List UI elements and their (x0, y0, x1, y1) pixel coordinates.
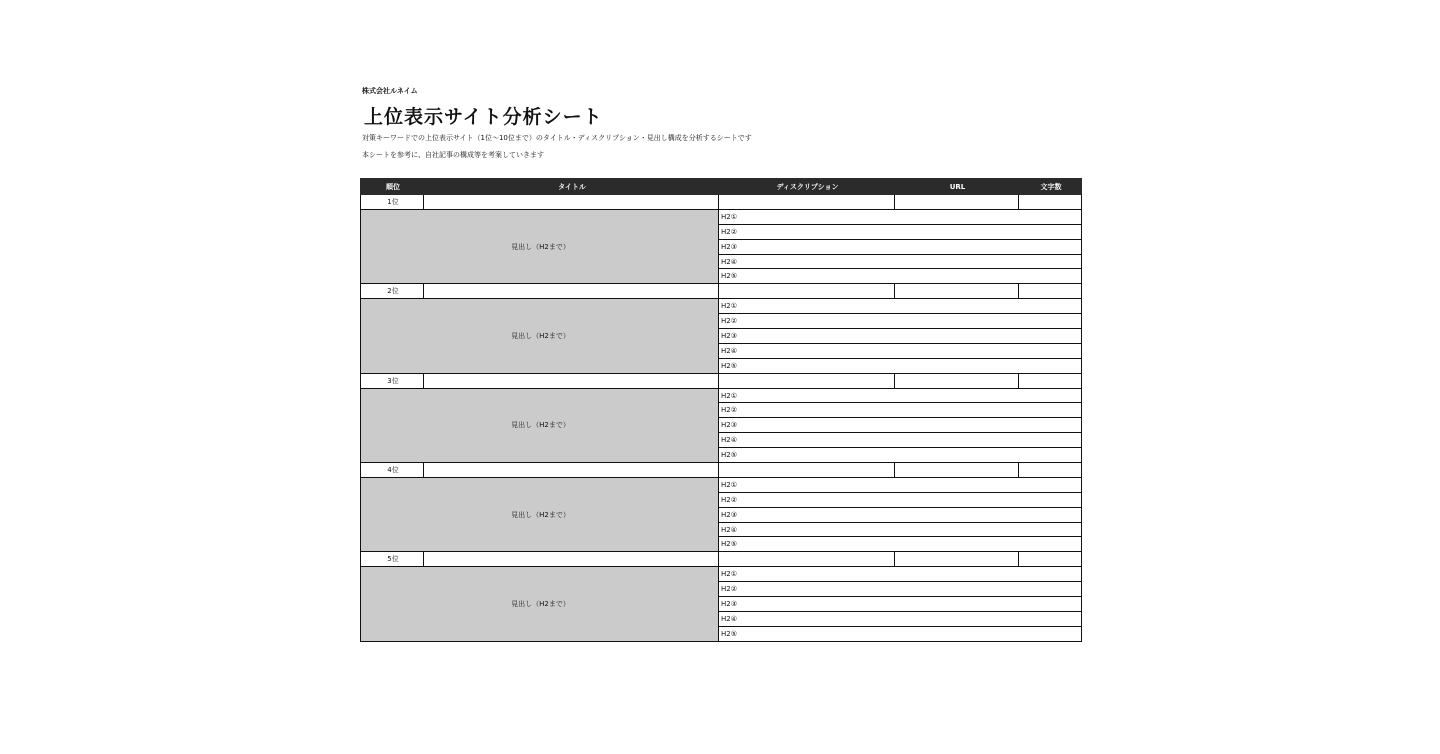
title-input-cell[interactable] (424, 195, 719, 210)
h2-input-cell[interactable]: H2⑤ (719, 448, 1082, 463)
rank-row (361, 373, 1082, 388)
h2-input-cell[interactable]: H2② (719, 403, 1082, 418)
column-header-title: タイトル (424, 179, 719, 195)
h2-input-cell[interactable]: H2⑤ (719, 537, 1082, 552)
rank-row (361, 552, 1082, 567)
rank-row (361, 195, 1082, 210)
char-count-input-cell[interactable] (1019, 373, 1082, 388)
column-header-description: ディスクリプション (719, 179, 895, 195)
rank-row (361, 463, 1082, 478)
h2-input-cell[interactable]: H2④ (719, 611, 1082, 626)
rank-cell: 3位 (361, 373, 424, 388)
url-input-cell[interactable] (895, 195, 1019, 210)
description-input-cell[interactable] (719, 284, 895, 299)
heading-label-cell: 見出し（H2まで） (361, 209, 719, 283)
rank-cell: 4位 (361, 463, 424, 478)
h2-row (361, 567, 1082, 582)
h2-input-cell[interactable]: H2④ (719, 522, 1082, 537)
rank-cell: 1位 (361, 195, 424, 210)
h2-row (361, 388, 1082, 403)
h2-input-cell[interactable]: H2③ (719, 597, 1082, 612)
h2-input-cell[interactable]: H2⑤ (719, 626, 1082, 641)
char-count-input-cell[interactable] (1019, 195, 1082, 210)
heading-label-cell: 見出し（H2まで） (361, 388, 719, 462)
h2-input-cell[interactable]: H2② (719, 582, 1082, 597)
heading-label-cell: 見出し（H2まで） (361, 567, 719, 641)
char-count-input-cell[interactable] (1019, 463, 1082, 478)
h2-input-cell[interactable]: H2③ (719, 239, 1082, 254)
h2-input-cell[interactable]: H2① (719, 477, 1082, 492)
description-input-cell[interactable] (719, 373, 895, 388)
h2-input-cell[interactable]: H2① (719, 209, 1082, 224)
description-line-1: 対策キーワードでの上位表示サイト（1位〜10位まで）のタイトル・ディスクリプション・見出し構成を分析するシートです (362, 134, 752, 142)
company-name: 株式会社ルネイム (362, 87, 418, 95)
column-header-url: URL (895, 179, 1019, 195)
url-input-cell[interactable] (895, 373, 1019, 388)
h2-input-cell[interactable]: H2⑤ (719, 358, 1082, 373)
title-input-cell[interactable] (424, 552, 719, 567)
h2-input-cell[interactable]: H2⑤ (719, 269, 1082, 284)
h2-input-cell[interactable]: H2③ (719, 418, 1082, 433)
h2-input-cell[interactable]: H2② (719, 314, 1082, 329)
table-body (361, 195, 1082, 642)
url-input-cell[interactable] (895, 463, 1019, 478)
header-row (361, 179, 1082, 195)
char-count-input-cell[interactable] (1019, 552, 1082, 567)
analysis-table (360, 178, 1082, 642)
h2-input-cell[interactable]: H2③ (719, 329, 1082, 344)
title-input-cell[interactable] (424, 463, 719, 478)
description-input-cell[interactable] (719, 552, 895, 567)
description-input-cell[interactable] (719, 463, 895, 478)
h2-input-cell[interactable]: H2④ (719, 254, 1082, 269)
rank-row (361, 284, 1082, 299)
h2-input-cell[interactable]: H2① (719, 299, 1082, 314)
column-header-char-count: 文字数 (1019, 179, 1082, 195)
description-line-2: 本シートを参考に、自社記事の構成等を考案していきます (362, 151, 544, 159)
heading-label-cell: 見出し（H2まで） (361, 299, 719, 373)
url-input-cell[interactable] (895, 284, 1019, 299)
h2-input-cell[interactable]: H2④ (719, 343, 1082, 358)
column-header-rank: 順位 (361, 179, 424, 195)
heading-label-cell: 見出し（H2まで） (361, 477, 719, 551)
char-count-input-cell[interactable] (1019, 284, 1082, 299)
h2-input-cell[interactable]: H2② (719, 492, 1082, 507)
title-input-cell[interactable] (424, 284, 719, 299)
description-input-cell[interactable] (719, 195, 895, 210)
rank-cell: 2位 (361, 284, 424, 299)
h2-row (361, 299, 1082, 314)
h2-input-cell[interactable]: H2① (719, 388, 1082, 403)
h2-row (361, 477, 1082, 492)
h2-input-cell[interactable]: H2④ (719, 433, 1082, 448)
title-input-cell[interactable] (424, 373, 719, 388)
h2-row (361, 209, 1082, 224)
page-title: 上位表示サイト分析シート (364, 106, 603, 128)
h2-input-cell[interactable]: H2③ (719, 507, 1082, 522)
url-input-cell[interactable] (895, 552, 1019, 567)
h2-input-cell[interactable]: H2② (719, 224, 1082, 239)
rank-cell: 5位 (361, 552, 424, 567)
h2-input-cell[interactable]: H2① (719, 567, 1082, 582)
